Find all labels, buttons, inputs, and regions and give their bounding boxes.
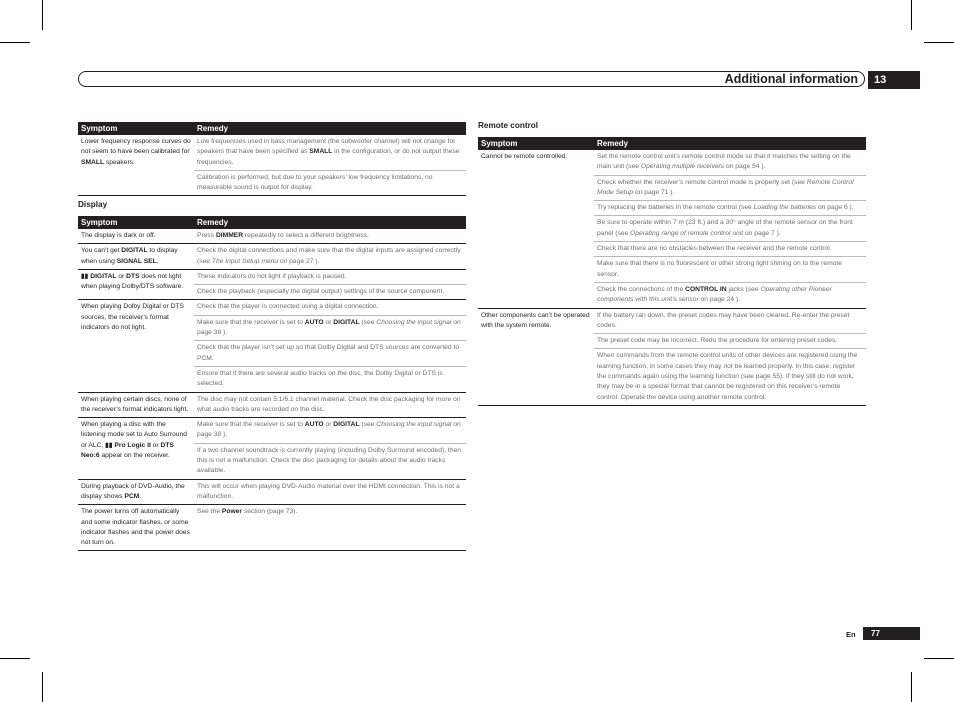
dolby-logo-icon: ▮▮: [81, 272, 89, 280]
remedy-cell: If the battery ran down, the preset codes may have been cleared. Re-enter the preset codes.: [594, 308, 866, 334]
crop-mark: [42, 0, 43, 30]
symptom-cell: The display is dark or off.: [78, 229, 194, 244]
display-heading: Display: [78, 200, 108, 209]
table-row: [78, 269, 466, 284]
remedy-cell: See the Power section (page 73).: [194, 505, 466, 551]
symptom-header: Symptom: [78, 122, 194, 135]
crop-mark: [911, 672, 912, 702]
symptom-cell: Cannot be remote controlled.: [478, 150, 594, 308]
remedy-header: Remedy: [194, 216, 466, 229]
table-row: [78, 229, 466, 244]
symptom-cell: When playing a disc with the listening mode set to Auto Surround or ALC, ▮▮ Pro Logic II or DTS Neo:6 appear on the receiver.: [78, 418, 194, 479]
symptom-cell: Other components can’t be operated with the system remote.: [478, 308, 594, 405]
symptom-cell: Lower frequency response curves do not seem to have been calibrated for SMALL speakers.: [78, 135, 194, 196]
remedy-cell: This will occur when playing DVD-Audio material over the HDMI connection. This is not a malfunction.: [194, 479, 466, 505]
remedy-cell: Check the digital connections and make sure that the digital inputs are assigned correctly (see The Input Setup menu on page 27 ).: [194, 244, 466, 270]
remedy-cell: Check whether the receiver’s remote control mode is properly set (see Remote Control Mode Setup on page 71 ).: [594, 175, 866, 201]
table-row: [478, 308, 866, 334]
remedy-cell: Check that the player isn’t set up so that Dolby Digital and DTS sources are converted to PCM.: [194, 341, 466, 367]
symptom-header: Symptom: [78, 216, 194, 229]
remedy-cell: Try replacing the batteries in the remote control (see Loading the batteries on page 6 ).: [594, 201, 866, 216]
symptom-cell: ▮▮ DIGITAL or DTS does not light when playing Dolby/DTS software.: [78, 269, 194, 300]
crop-mark: [924, 658, 954, 659]
crop-mark: [924, 42, 954, 43]
remedy-cell: Check the playback (especially the digital output) settings of the source component.: [194, 285, 466, 300]
crop-mark: [911, 0, 912, 30]
symptom-cell: When playing Dolby Digital or DTS sources, the receiver’s format indicators do not light.: [78, 300, 194, 392]
crop-mark: [0, 658, 30, 659]
remedy-cell: When commands from the remote control units of other devices are registered using the learning function, in some cases they may not be learned properly. In this case, register the commands again using the learning function (see page 55). If they still do not work, they may be in a special format that cannot be registered on this receiver’s remote control. Operate the device using another remote control.: [594, 349, 866, 405]
page-number: 77: [863, 627, 920, 640]
remedy-header: Remedy: [594, 137, 866, 150]
chapter-number: 13: [868, 71, 920, 89]
remedy-cell: Make sure that there is no fluorescent or other strong light shining on to the remote sensor.: [594, 257, 866, 283]
table-header-row: [78, 122, 466, 135]
symptom-header: Symptom: [478, 137, 594, 150]
remedy-cell: Calibration is performed, but due to your speakers’ low frequency limitations, no measurable sound is output for display.: [194, 170, 466, 196]
remedy-cell: If a two channel soundtrack is currently playing (including Dolby Surround encoded), then this is not a malfunction. Check the disc packaging for details about the audio tracks available.: [194, 443, 466, 479]
display-troubleshooting-table: [78, 216, 466, 551]
section-title: Additional information: [724, 72, 858, 86]
table-row: [78, 418, 466, 444]
remote-troubleshooting-table: [478, 137, 866, 406]
speaker-troubleshooting-table: [78, 122, 466, 196]
crop-mark: [42, 672, 43, 702]
remedy-cell: Check the connections of the CONTROL IN jacks (see Operating other Pioneer components with this unit’s sensor on page 24 ).: [594, 282, 866, 308]
dolby-logo-icon: ▮▮: [105, 441, 113, 449]
language-label: En: [846, 630, 856, 639]
table-row: [78, 135, 466, 170]
remedy-cell: Set the remote control unit’s remote control mode so that it matches the setting on the main unit (see Operating multiple receivers on page 54 ).: [594, 150, 866, 175]
symptom-cell: During playback of DVD-Audio, the display shows PCM.: [78, 479, 194, 505]
table-row: [78, 300, 466, 315]
remote-control-heading: Remote control: [478, 121, 539, 130]
remedy-cell: Be sure to operate within 7 m (23 ft.) and a 30° angle of the remote sensor on the front panel (see Operating range of remote control unit on page 7 ).: [594, 216, 866, 242]
remedy-header: Remedy: [194, 122, 466, 135]
table-row: [78, 505, 466, 551]
remedy-cell: The preset code may be incorrect. Redo the procedure for entering preset codes.: [594, 334, 866, 349]
remedy-cell: Check that the player is connected using a digital connection.: [194, 300, 466, 315]
remedy-cell: Make sure that the receiver is set to AUTO or DIGITAL (see Choosing the input signal on page 38 ).: [194, 315, 466, 341]
table-row: [78, 479, 466, 505]
remedy-cell: Check that there are no obstacles between the receiver and the remote control.: [594, 242, 866, 257]
remedy-cell: Press DIMMER repeatedly to select a different brightness.: [194, 229, 466, 244]
table-header-row: [78, 216, 466, 229]
symptom-cell: The power turns off automatically and some indicator flashes, or some indicator flashes and the power does not turn on.: [78, 505, 194, 551]
remedy-cell: Ensure that if there are several audio tracks on the disc, the Dolby Digital or DTS is selected.: [194, 366, 466, 392]
remedy-cell: The disc may not contain 5.1/6.1 channel material. Check the disc packaging for more on what audio tracks are recorded on the disc.: [194, 392, 466, 418]
table-header-row: [478, 137, 866, 150]
crop-mark: [0, 42, 30, 43]
table-row: [478, 150, 866, 175]
symptom-cell: You can’t get DIGITAL to display when using SIGNAL SEL.: [78, 244, 194, 270]
remedy-cell: Low frequencies used in bass management (the subwoofer channel) will not change for speakers that have been specified as SMALL in the configuration, or do not output these frequencies.: [194, 135, 466, 170]
table-row: [78, 392, 466, 418]
remedy-cell: Make sure that the receiver is set to AUTO or DIGITAL (see Choosing the input signal on page 38 ).: [194, 418, 466, 444]
symptom-cell: When playing certain discs, none of the receiver’s format indicators light.: [78, 392, 194, 418]
remedy-cell: These indicators do not light if playback is paused.: [194, 269, 466, 284]
table-row: [78, 244, 466, 270]
